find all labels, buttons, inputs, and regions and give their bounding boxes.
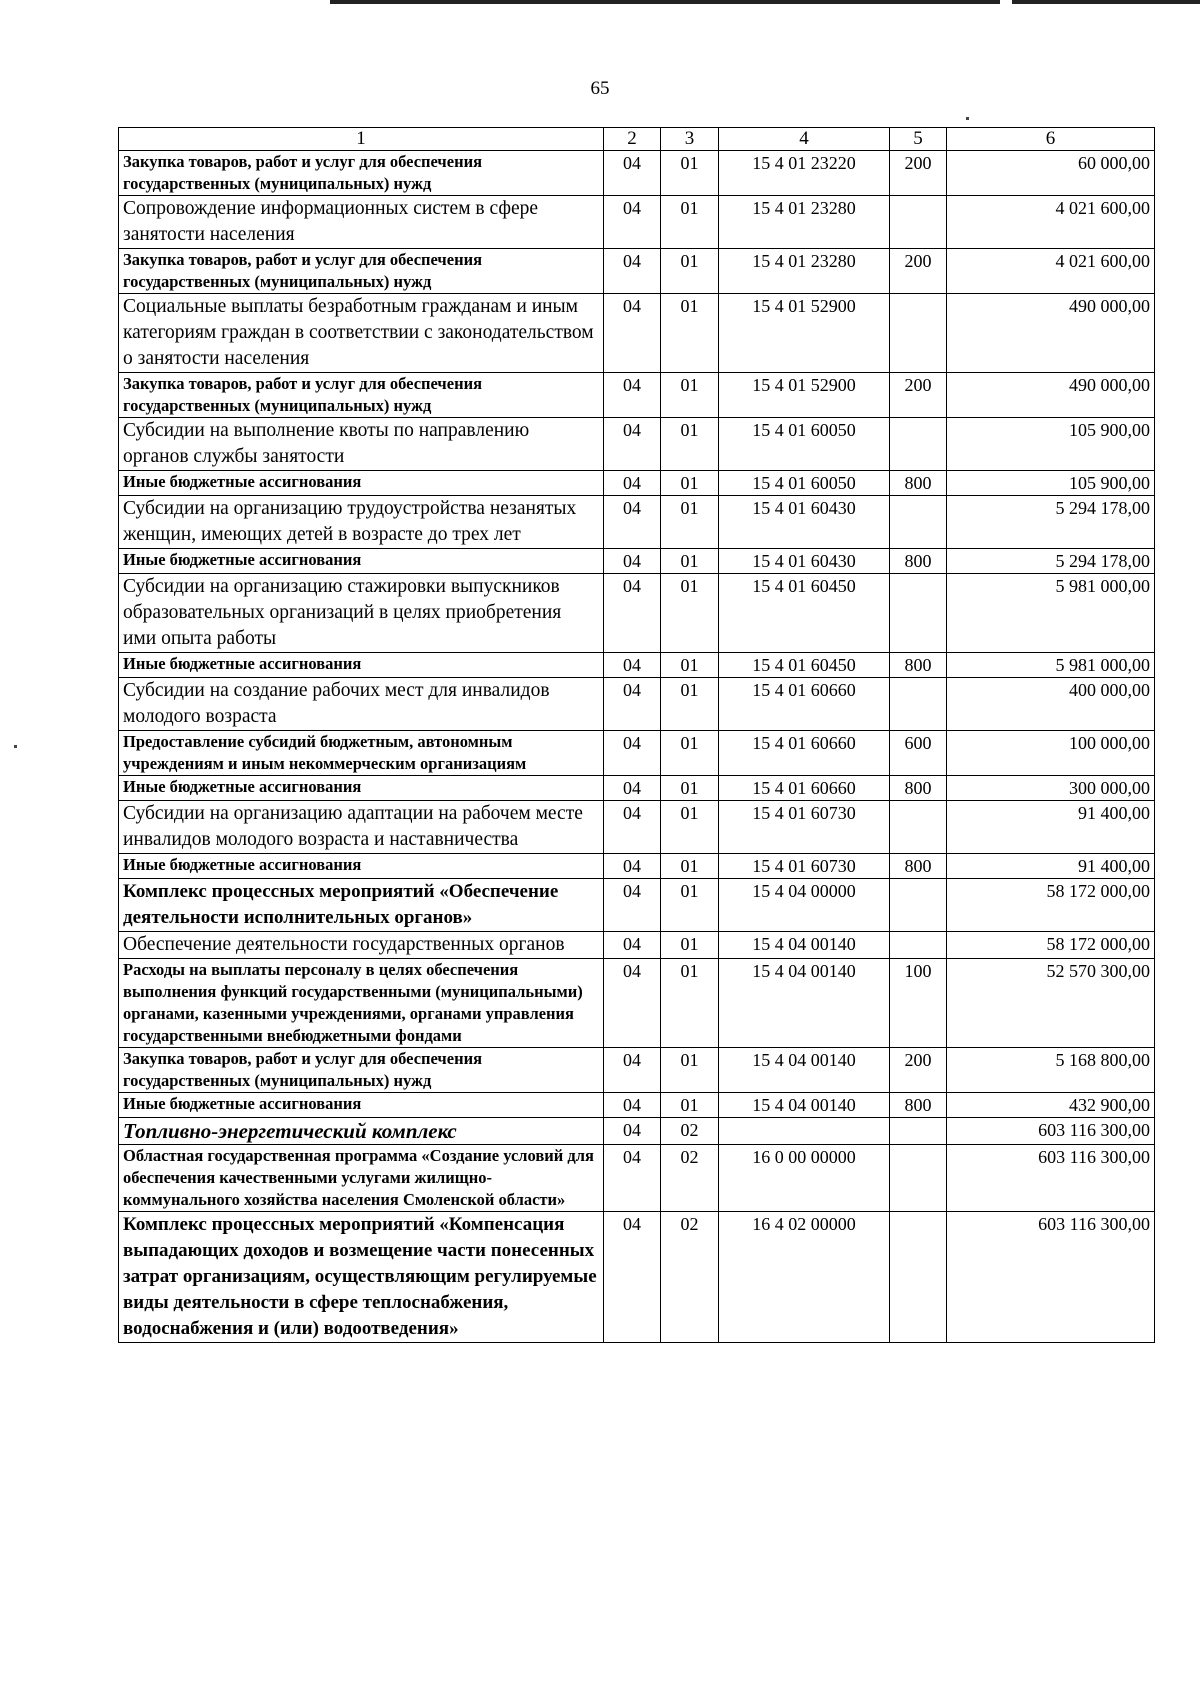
row-expense-type-cell (890, 574, 947, 653)
row-name-cell: Субсидии на выполнение квоты по направлению органов службы занятости (119, 418, 604, 471)
row-amount-cell: 4 021 600,00 (947, 249, 1155, 294)
row-section-cell: 04 (604, 1048, 661, 1093)
row-expense-type-cell (890, 294, 947, 373)
row-section-cell: 04 (604, 418, 661, 471)
row-amount-cell: 5 294 178,00 (947, 496, 1155, 549)
row-name-cell: Комплекс процессных мероприятий «Компенсация выпадающих доходов и возмещение части понесенных затрат организациям, осуществляющим регулируемые виды деятельности в сфере теплоснабжения, водоснабжения и (или) водоотведения» (119, 1212, 604, 1343)
row-target-code-cell: 15 4 04 00140 (719, 1093, 890, 1118)
row-subsection-cell: 01 (661, 801, 719, 854)
row-subsection-cell: 01 (661, 196, 719, 249)
table-row (119, 249, 1155, 294)
row-section-cell: 04 (604, 1093, 661, 1118)
row-name-cell: Комплекс процессных мероприятий «Обеспечение деятельности исполнительных органов» (119, 879, 604, 932)
header-col-3: 3 (661, 128, 719, 151)
row-expense-type-cell (890, 801, 947, 854)
row-amount-cell: 91 400,00 (947, 801, 1155, 854)
row-target-code-cell: 15 4 04 00140 (719, 932, 890, 959)
row-amount-cell: 58 172 000,00 (947, 932, 1155, 959)
row-name-cell: Закупка товаров, работ и услуг для обеспечения государственных (муниципальных) нужд (119, 373, 604, 418)
row-expense-type-cell (890, 1212, 947, 1343)
row-expense-type-cell: 100 (890, 959, 947, 1048)
row-section-cell: 04 (604, 151, 661, 196)
row-section-cell: 04 (604, 1212, 661, 1343)
table-row (119, 196, 1155, 249)
scan-top-border (330, 0, 1000, 4)
row-target-code-cell: 15 4 01 23220 (719, 151, 890, 196)
row-name-cell: Закупка товаров, работ и услуг для обеспечения государственных (муниципальных) нужд (119, 249, 604, 294)
table-row (119, 151, 1155, 196)
row-expense-type-cell: 800 (890, 776, 947, 801)
row-section-cell: 04 (604, 196, 661, 249)
row-name-cell: Иные бюджетные ассигнования (119, 549, 604, 574)
budget-table (118, 127, 1155, 1343)
row-name-cell: Сопровождение информационных систем в сфере занятости населения (119, 196, 604, 249)
row-name-cell: Иные бюджетные ассигнования (119, 653, 604, 678)
row-section-cell: 04 (604, 879, 661, 932)
table-row (119, 418, 1155, 471)
row-amount-cell: 60 000,00 (947, 151, 1155, 196)
table-header-row (119, 128, 1155, 151)
row-section-cell: 04 (604, 854, 661, 879)
row-amount-cell: 100 000,00 (947, 731, 1155, 776)
page-number: 65 (590, 78, 610, 99)
row-target-code-cell: 15 4 01 60450 (719, 653, 890, 678)
row-expense-type-cell: 800 (890, 854, 947, 879)
table-row (119, 731, 1155, 776)
row-name-cell: Иные бюджетные ассигнования (119, 776, 604, 801)
row-section-cell: 04 (604, 959, 661, 1048)
row-subsection-cell: 01 (661, 653, 719, 678)
row-expense-type-cell: 800 (890, 549, 947, 574)
row-name-cell: Субсидии на организацию трудоустройства незанятых женщин, имеющих детей в возрасте до трех лет (119, 496, 604, 549)
row-name-cell: Закупка товаров, работ и услуг для обеспечения государственных (муниципальных) нужд (119, 1048, 604, 1093)
row-expense-type-cell: 800 (890, 1093, 947, 1118)
row-expense-type-cell: 600 (890, 731, 947, 776)
row-name-cell: Иные бюджетные ассигнования (119, 1093, 604, 1118)
row-section-cell: 04 (604, 1118, 661, 1145)
table-row (119, 549, 1155, 574)
header-col-1: 1 (119, 128, 604, 151)
row-section-cell: 04 (604, 678, 661, 731)
row-subsection-cell: 01 (661, 678, 719, 731)
table-row (119, 801, 1155, 854)
row-expense-type-cell (890, 418, 947, 471)
row-subsection-cell: 01 (661, 879, 719, 932)
row-amount-cell: 5 981 000,00 (947, 574, 1155, 653)
row-name-cell: Субсидии на организацию адаптации на рабочем месте инвалидов молодого возраста и наставничества (119, 801, 604, 854)
row-amount-cell: 490 000,00 (947, 294, 1155, 373)
table-row (119, 373, 1155, 418)
row-amount-cell: 5 168 800,00 (947, 1048, 1155, 1093)
row-target-code-cell: 15 4 01 60050 (719, 418, 890, 471)
table-row (119, 1118, 1155, 1145)
row-target-code-cell: 15 4 01 60430 (719, 549, 890, 574)
table-row (119, 854, 1155, 879)
table-row (119, 574, 1155, 653)
row-expense-type-cell: 800 (890, 653, 947, 678)
row-expense-type-cell (890, 932, 947, 959)
row-target-code-cell: 15 4 01 60660 (719, 776, 890, 801)
header-col-4: 4 (719, 128, 890, 151)
scan-top-border-right (1012, 0, 1200, 4)
table-row (119, 471, 1155, 496)
row-target-code-cell: 16 0 00 00000 (719, 1145, 890, 1212)
row-name-cell: Расходы на выплаты персоналу в целях обеспечения выполнения функций государственными (муниципальными) органами, казенными учреждениями, органами управления государственными внебюджетными фондами (119, 959, 604, 1048)
row-subsection-cell: 02 (661, 1145, 719, 1212)
row-name-cell: Обеспечение деятельности государственных органов (119, 932, 604, 959)
table-body (119, 151, 1155, 1343)
row-subsection-cell: 01 (661, 373, 719, 418)
row-subsection-cell: 01 (661, 854, 719, 879)
row-subsection-cell: 01 (661, 496, 719, 549)
row-target-code-cell: 15 4 04 00140 (719, 959, 890, 1048)
table-row (119, 1093, 1155, 1118)
row-name-cell: Субсидии на создание рабочих мест для инвалидов молодого возраста (119, 678, 604, 731)
row-target-code-cell (719, 1118, 890, 1145)
table-row (119, 776, 1155, 801)
row-amount-cell: 432 900,00 (947, 1093, 1155, 1118)
row-target-code-cell: 15 4 01 60450 (719, 574, 890, 653)
row-expense-type-cell (890, 879, 947, 932)
row-name-cell: Иные бюджетные ассигнования (119, 471, 604, 496)
row-subsection-cell: 01 (661, 151, 719, 196)
row-target-code-cell: 15 4 01 23280 (719, 249, 890, 294)
row-amount-cell: 490 000,00 (947, 373, 1155, 418)
row-section-cell: 04 (604, 471, 661, 496)
row-expense-type-cell (890, 1145, 947, 1212)
row-expense-type-cell: 200 (890, 373, 947, 418)
row-target-code-cell: 15 4 01 23280 (719, 196, 890, 249)
table-row (119, 1048, 1155, 1093)
row-target-code-cell: 16 4 02 00000 (719, 1212, 890, 1343)
row-amount-cell: 603 116 300,00 (947, 1212, 1155, 1343)
row-amount-cell: 58 172 000,00 (947, 879, 1155, 932)
row-section-cell: 04 (604, 496, 661, 549)
row-expense-type-cell: 200 (890, 249, 947, 294)
row-subsection-cell: 01 (661, 471, 719, 496)
row-name-cell: Предоставление субсидий бюджетным, автономным учреждениям и иным некоммерческим организациям (119, 731, 604, 776)
header-col-5: 5 (890, 128, 947, 151)
row-section-cell: 04 (604, 776, 661, 801)
row-expense-type-cell (890, 496, 947, 549)
row-amount-cell: 400 000,00 (947, 678, 1155, 731)
row-target-code-cell: 15 4 01 52900 (719, 373, 890, 418)
row-expense-type-cell: 800 (890, 471, 947, 496)
table-row (119, 1145, 1155, 1212)
row-section-cell: 04 (604, 801, 661, 854)
row-section-cell: 04 (604, 731, 661, 776)
table-row (119, 496, 1155, 549)
row-amount-cell: 5 981 000,00 (947, 653, 1155, 678)
row-subsection-cell: 01 (661, 932, 719, 959)
row-subsection-cell: 02 (661, 1212, 719, 1343)
row-target-code-cell: 15 4 04 00140 (719, 1048, 890, 1093)
row-section-cell: 04 (604, 932, 661, 959)
row-expense-type-cell: 200 (890, 1048, 947, 1093)
row-amount-cell: 300 000,00 (947, 776, 1155, 801)
row-subsection-cell: 01 (661, 418, 719, 471)
row-expense-type-cell: 200 (890, 151, 947, 196)
row-section-cell: 04 (604, 294, 661, 373)
row-section-cell: 04 (604, 574, 661, 653)
row-section-cell: 04 (604, 653, 661, 678)
row-target-code-cell: 15 4 01 60050 (719, 471, 890, 496)
row-subsection-cell: 02 (661, 1118, 719, 1145)
row-amount-cell: 4 021 600,00 (947, 196, 1155, 249)
row-target-code-cell: 15 4 04 00000 (719, 879, 890, 932)
row-amount-cell: 5 294 178,00 (947, 549, 1155, 574)
row-amount-cell: 52 570 300,00 (947, 959, 1155, 1048)
row-expense-type-cell (890, 196, 947, 249)
row-name-cell: Субсидии на организацию стажировки выпускников образовательных организаций в целях приобретения ими опыта работы (119, 574, 604, 653)
row-subsection-cell: 01 (661, 574, 719, 653)
table-row (119, 678, 1155, 731)
row-amount-cell: 603 116 300,00 (947, 1118, 1155, 1145)
row-subsection-cell: 01 (661, 1048, 719, 1093)
row-subsection-cell: 01 (661, 294, 719, 373)
scan-margin-speck (14, 745, 17, 748)
table-row (119, 1212, 1155, 1343)
row-subsection-cell: 01 (661, 1093, 719, 1118)
row-target-code-cell: 15 4 01 52900 (719, 294, 890, 373)
row-expense-type-cell (890, 678, 947, 731)
table-row (119, 932, 1155, 959)
header-col-6: 6 (947, 128, 1155, 151)
row-name-cell: Иные бюджетные ассигнования (119, 854, 604, 879)
row-section-cell: 04 (604, 1145, 661, 1212)
row-target-code-cell: 15 4 01 60430 (719, 496, 890, 549)
row-target-code-cell: 15 4 01 60730 (719, 854, 890, 879)
table-row (119, 959, 1155, 1048)
row-section-cell: 04 (604, 373, 661, 418)
row-amount-cell: 91 400,00 (947, 854, 1155, 879)
row-name-cell: Закупка товаров, работ и услуг для обеспечения государственных (муниципальных) нужд (119, 151, 604, 196)
row-target-code-cell: 15 4 01 60660 (719, 731, 890, 776)
row-subsection-cell: 01 (661, 249, 719, 294)
table-row (119, 653, 1155, 678)
row-section-cell: 04 (604, 249, 661, 294)
row-amount-cell: 105 900,00 (947, 471, 1155, 496)
row-subsection-cell: 01 (661, 776, 719, 801)
row-subsection-cell: 01 (661, 959, 719, 1048)
scan-speck (966, 117, 969, 120)
row-name-cell: Топливно-энергетический комплекс (119, 1118, 604, 1145)
row-target-code-cell: 15 4 01 60730 (719, 801, 890, 854)
table-row (119, 294, 1155, 373)
row-amount-cell: 105 900,00 (947, 418, 1155, 471)
row-section-cell: 04 (604, 549, 661, 574)
header-col-2: 2 (604, 128, 661, 151)
row-name-cell: Социальные выплаты безработным гражданам и иным категориям граждан в соответствии с законодательством о занятости населения (119, 294, 604, 373)
row-amount-cell: 603 116 300,00 (947, 1145, 1155, 1212)
row-target-code-cell: 15 4 01 60660 (719, 678, 890, 731)
table-row (119, 879, 1155, 932)
row-subsection-cell: 01 (661, 731, 719, 776)
row-name-cell: Областная государственная программа «Создание условий для обеспечения качественными услугами жилищно-коммунального хозяйства населения Смоленской области» (119, 1145, 604, 1212)
row-subsection-cell: 01 (661, 549, 719, 574)
row-expense-type-cell (890, 1118, 947, 1145)
